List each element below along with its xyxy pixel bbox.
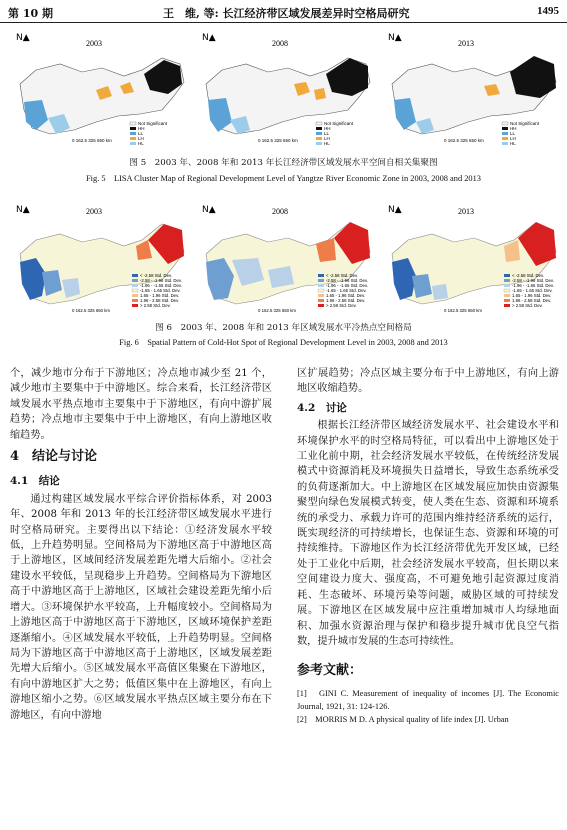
north-arrow-icon: N▲ [202, 205, 216, 215]
svg-text:LL: LL [138, 131, 144, 136]
north-arrow-icon: N▲ [16, 205, 30, 215]
svg-text:Not Significant: Not Significant [510, 121, 540, 126]
fig6-caption-en: Fig. 6 Spatial Pattern of Cold-Hot Spot of Regional Development Level in 2003, 2008 and 2013 [119, 338, 448, 347]
fig6-map-2013 [384, 200, 564, 315]
svg-text:0 162.5 325 650 km: 0 162.5 325 650 km [72, 308, 110, 313]
svg-text:1.65 - 1.96 Std. Dev.: 1.65 - 1.96 Std. Dev. [326, 293, 366, 298]
svg-text:LL: LL [510, 131, 516, 136]
panel-year: 2003 [86, 39, 102, 48]
paragraph: 个，减少地市分布于下游地区；冷点地市减少至 21 个，减少地市主要集中于中游地区。综合来看，长江经济带区域发展水平热点地市主要集中于下游地区，有向中游扩展趋势；冷点地市主要集中于中上游地区，有向上游地区收缩趋势。 [10, 368, 272, 441]
section-heading: 4 结论与讨论 [10, 449, 98, 465]
left-column [10, 366, 272, 723]
svg-text:< -2.58 Std. Dev.: < -2.58 Std. Dev. [140, 273, 173, 278]
svg-text:Not Significant: Not Significant [324, 121, 354, 126]
svg-text:LH: LH [324, 136, 330, 141]
running-header [0, 0, 567, 23]
subsection-heading: 4.2 讨论 [297, 401, 347, 414]
fig6-map-2008 [198, 200, 378, 315]
scale-bar: 0 162.5 325 650 km [72, 138, 112, 143]
fig6-caption-cn: 图 6 2003 年、2008 年和 2013 年区域发展水平冷热点空间格局 [155, 323, 412, 333]
panel-year: 2013 [458, 207, 474, 216]
svg-text:< -2.58 Std. Dev.: < -2.58 Std. Dev. [326, 273, 359, 278]
paragraph: 区扩展趋势；冷点区域主要分布于中上游地区，有向上游地区收缩趋势。 [297, 368, 559, 395]
fig5-map-svg [12, 30, 192, 148]
north-arrow-icon: N▲ [202, 33, 216, 43]
north-arrow-icon: N▲ [16, 33, 30, 43]
issue-number: 第 10 期 [8, 7, 53, 20]
svg-text:1.96 - 2.58 Std. Dev.: 1.96 - 2.58 Std. Dev. [326, 298, 366, 303]
paragraph: 通过构建区域发展水平综合评价指标体系，对 2003 年、2008 年和 2013 年的长江经济带区域发展水平进行时空格局研究。主要得出以下结论：①经济发展水平较低，上升趋势明显。空间格局为下游地区高于中游地区高于上游地区，区域间经济发展差距先增大后缩小。②社会建设水平较低，呈现稳步上升趋势。空间格局为下游地区高于中游地区高于上游地区，区域社会建设差距先缩小后增大。③环境保护水平较高，上升幅度较小。空间格局为上游地区高于中游地区高于下游地区，区域环境保护差距逐渐缩小。④区域发展水平较低，上升趋势明显。空间格局为下游地区高于中游地区高于上游地区，区域发展差距先增大后缩小。⑤区域发展水平高值区集聚在下游地区，有向中游地区扩大之势；低值区集中在上游地区，有向上游地区缩小之势。⑥区域发展水平热点区域主要分布在下游地区，有向中游地 [10, 493, 272, 721]
svg-text:LL: LL [324, 131, 330, 136]
svg-text:HL: HL [324, 141, 330, 146]
svg-text:HL: HL [138, 141, 144, 146]
panel-year: 2003 [86, 207, 102, 216]
svg-text:HH: HH [138, 126, 145, 131]
fig5-caption-en: Fig. 5 LISA Cluster Map of Regional Development Level of Yangtze River Economic Zone in 2003, 2008 and 2013 [86, 174, 481, 183]
page-number: 1495 [537, 5, 559, 17]
svg-text:< -2.58 Std. Dev.: < -2.58 Std. Dev. [512, 273, 545, 278]
fig5-map-2013 [384, 30, 564, 148]
svg-text:-2.58 - -1.96 Std. Dev.: -2.58 - -1.96 Std. Dev. [512, 278, 554, 283]
fig5-map-2003 [12, 30, 192, 148]
svg-text:HL: HL [510, 141, 516, 146]
svg-text:-1.65 - 1.65 Std. Dev.: -1.65 - 1.65 Std. Dev. [512, 288, 553, 293]
svg-text:0 162.5 325 650 km: 0 162.5 325 650 km [258, 308, 296, 313]
svg-text:-1.65 - 1.65 Std. Dev.: -1.65 - 1.65 Std. Dev. [140, 288, 181, 293]
svg-text:> 2.58 Std. Dev.: > 2.58 Std. Dev. [326, 303, 357, 308]
svg-text:1.65 - 1.96 Std. Dev.: 1.65 - 1.96 Std. Dev. [140, 293, 180, 298]
header-title: 王 维, 等: 长江经济带区域发展差异时空格局研究 [163, 7, 410, 20]
legend-not-significant: Not Significant [138, 121, 168, 126]
svg-text:-1.96 - -1.65 Std. Dev.: -1.96 - -1.65 Std. Dev. [140, 283, 182, 288]
svg-text:0 162.5 325 650 km: 0 162.5 325 650 km [444, 138, 484, 143]
svg-text:-2.58 - -1.96 Std. Dev.: -2.58 - -1.96 Std. Dev. [140, 278, 182, 283]
svg-text:HH: HH [510, 126, 517, 131]
svg-text:1.65 - 1.96 Std. Dev.: 1.65 - 1.96 Std. Dev. [512, 293, 552, 298]
svg-text:-1.96 - -1.65 Std. Dev.: -1.96 - -1.65 Std. Dev. [326, 283, 368, 288]
svg-text:0 162.5 325 650 km: 0 162.5 325 650 km [444, 308, 482, 313]
panel-year: 2013 [458, 39, 474, 48]
fig6-map-2003 [12, 200, 192, 315]
svg-text:> 2.58 Std. Dev.: > 2.58 Std. Dev. [512, 303, 543, 308]
svg-text:1.96 - 2.58 Std. Dev.: 1.96 - 2.58 Std. Dev. [140, 298, 180, 303]
svg-text:1.96 - 2.58 Std. Dev.: 1.96 - 2.58 Std. Dev. [512, 298, 552, 303]
svg-text:0 162.5 325 650 km: 0 162.5 325 650 km [258, 138, 298, 143]
svg-text:-1.65 - 1.65 Std. Dev.: -1.65 - 1.65 Std. Dev. [326, 288, 367, 293]
paragraph: 根据长江经济带区域经济发展水平、社会建设水平和环境保护水平的时空格局特征，可以看出中上游地区处于工业化前中期，社会经济发展水平较低，在传统经济发展模式中资源消耗及环境损失日益增长，导致生态系统承受的负荷逐渐加大。中上游地区在区域发展应加快由资源集聚型向绿色发展模式转变，使人类在生态、资源和环境系统的承受力、承载力许可的范围内维持经济系统的运行，既实现经济的可持续增长，也保证生态、资源和环境的可持续维持。下游地区作为长江经济带优先开发区域，已经处于工业化中后期，社会经济发展水平较高，但长期以来空间建设力度大、强度高，不可避免地引起资源过度消耗、生态破坏、环境污染等问题，威胁区域的可持续发展。下游地区在区域发展中应注重增加城市人均绿地面积、加强水资源治理与保护和稳步提升城市优良空气指数，提升城市发展的生态可持续性。 [297, 420, 559, 647]
references-heading: 参考文献： [297, 663, 363, 679]
north-arrow-icon: N▲ [388, 205, 402, 215]
svg-text:LH: LH [510, 136, 516, 141]
svg-text:> 2.58 Std. Dev.: > 2.58 Std. Dev. [140, 303, 171, 308]
panel-year: 2008 [272, 207, 288, 216]
subsection-heading: 4.1 结论 [10, 475, 60, 488]
svg-text:HH: HH [324, 126, 331, 131]
reference-item: [1] GINI C. Measurement of inequality of incomes [J]. The Economic Journal, 1921, 31: 124-126. [297, 688, 559, 711]
reference-item: [2] MORRIS M D. A physical quality of life index [J]. Urban [297, 714, 509, 724]
svg-text:LH: LH [138, 136, 144, 141]
svg-text:-1.96 - -1.65 Std. Dev.: -1.96 - -1.65 Std. Dev. [512, 283, 554, 288]
fig5-map-2008 [198, 30, 378, 148]
right-column [297, 366, 559, 726]
panel-year: 2008 [272, 39, 288, 48]
north-arrow-icon: N▲ [388, 33, 402, 43]
svg-text:-2.58 - -1.96 Std. Dev.: -2.58 - -1.96 Std. Dev. [326, 278, 368, 283]
fig5-caption-cn: 图 5 2003 年、2008 年和 2013 年长江经济带区域发展水平空间自相关集聚图 [129, 158, 438, 168]
